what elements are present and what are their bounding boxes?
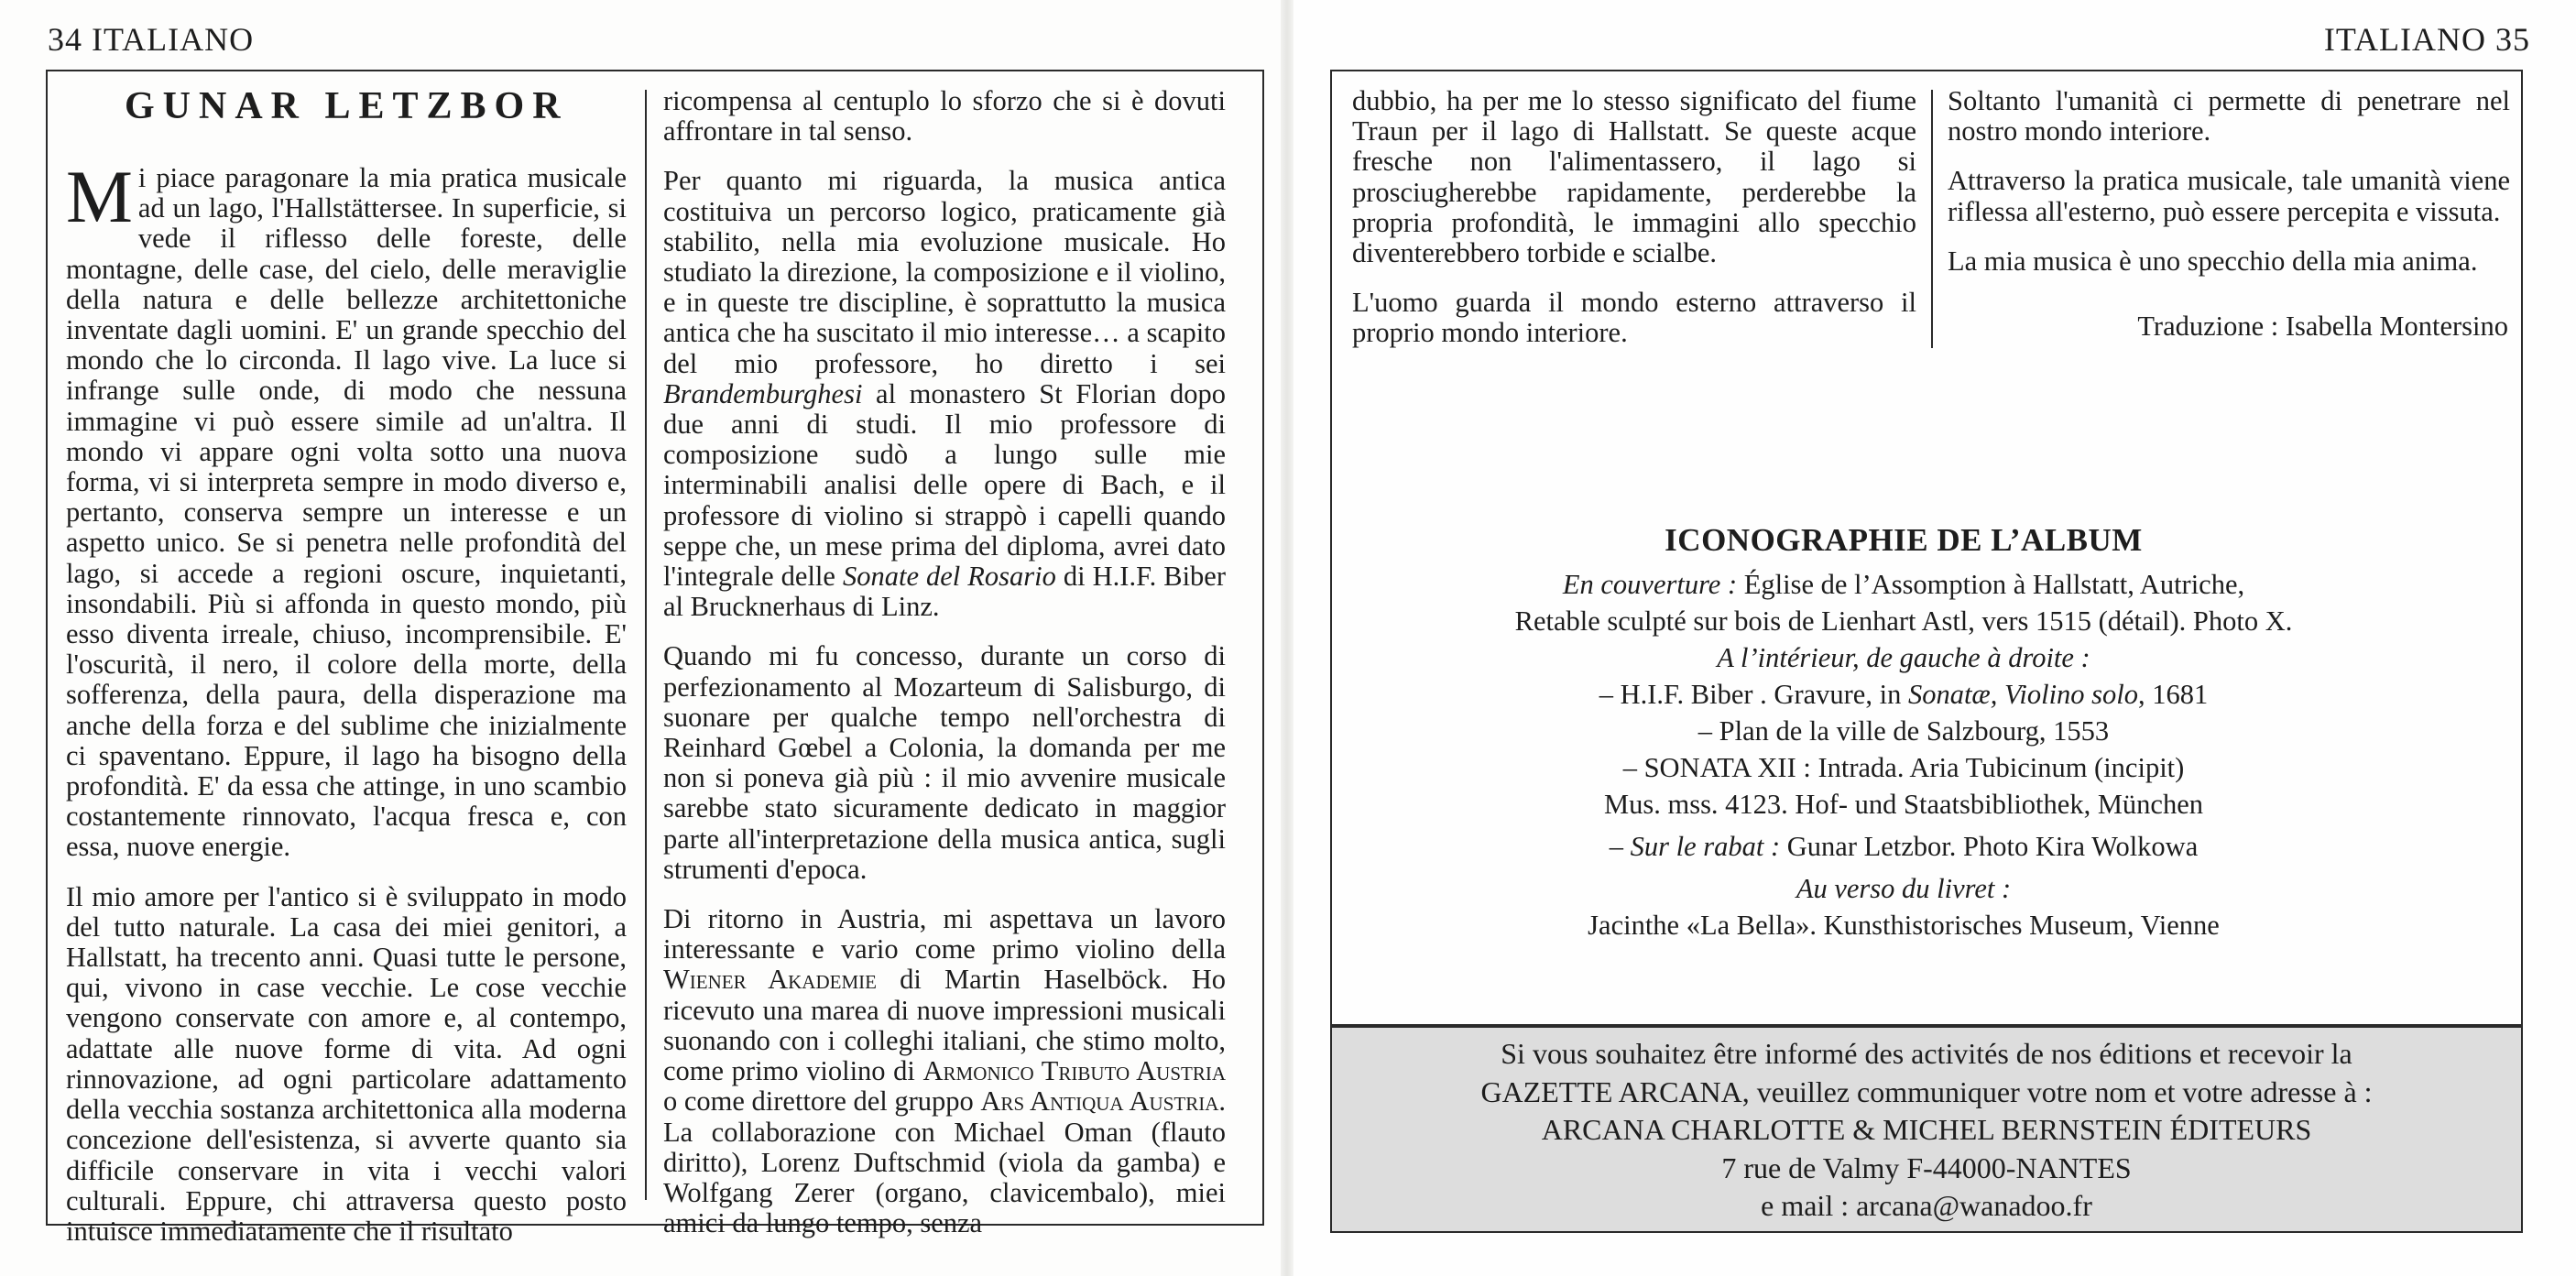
left-col2-paragraph-1: ricompensa al centuplo lo sforzo che si è dovuti affrontare in tal senso. — [663, 85, 1226, 147]
drop-cap: M — [66, 155, 133, 238]
left-col1-paragraph-1: Mi piace paragonare la mia pratica musicale ad un lago, l'Hallstättersee. In superficie, si vede il riflesso delle foreste, delle montagne, delle case, del cielo, delle meraviglie della natura e delle bellezze architettoniche inventate dagli uomini. E' un grande specchio del mondo che lo circonda. Il lago vive. La luce si infrange sulle onde, di modo che nessuna immagine vi può essere simile ad un'altra. Il mondo vi appare ogni volta sotto una nuova forma, vi si interpreta sempre in modo diverso e, pertanto, conserva sempre un interesse e un aspetto unico. Se si penetra nelle profondità del lago, si accede a regioni oscure, inquietanti, insondabili. Più si affonda in questo mondo, più esso diventa irreale, chiuso, incomprensibile. E' l'oscurità, il nero, il colore della morte, della sofferenza, della paura, della disperazione ma anche della forza e del sublime che inizialmente ci spaventano. Eppure, il lago ha bisogno della profondità. E' da essa che attinge, in uno scambio costantemente rinnovato, l'acqua fresca e, con essa, nuove energie. — [66, 155, 627, 863]
left-column-2 — [663, 86, 1226, 1238]
left-folio: 34 ITALIANO — [48, 21, 255, 58]
translation-credit: Traduzione : Isabella Montersino — [2137, 311, 2508, 342]
right-column-divider — [1931, 90, 1933, 348]
left-col2-paragraph-4: Di ritorno in Austria, mi aspettava un lavoro interessante e vario come primo violino della Wiener Akademie di Martin Haselböck. Ho ricevuto una marea di nuove impressioni musicali suonando con i colleghi italiani, che stimo molto, come primo violino di Armonico Tributo Austria o come direttore del gruppo Ars Antiqua Austria. La collaborazione con Michael Oman (flauto diritto), Lorenz Duftschmid (viola da gamba) e Wolfgang Zerer (organo, clavicembalo), miei amici da lungo tempo, senza — [663, 903, 1227, 1239]
publisher-email[interactable]: e mail : arcana@wanadoo.fr — [1761, 1189, 2092, 1222]
gazette-line-1: Si vous souhaitez être informé des activités de nos éditions et recevoir la — [1501, 1037, 2352, 1070]
right-col2-paragraph-3: La mia musica è uno specchio della mia anima. — [1948, 245, 2478, 277]
interior-label: A l’intérieur, de gauche à droite : — [1717, 642, 2090, 673]
verso-credit: Jacinthe «La Bella». Kunsthistorisches Museum, Vienne — [1588, 910, 2220, 941]
interior-item-3-source: Mus. mss. 4123. Hof- und Staatsbibliothek, München — [1603, 789, 2204, 820]
interior-item-2: – Plan de la ville de Salzbourg, 1553 — [1697, 715, 2110, 747]
cover-credit: En couverture : Église de l’Assomption à Hallstatt, Autriche, — [1562, 569, 2245, 600]
iconography-title: ICONOGRAPHIE DE L’ALBUM — [1665, 522, 2143, 558]
cover-credit-line2: Retable sculpté sur bois de Lienhart Astl, vers 1515 (détail). Photo X. — [1514, 605, 2293, 637]
right-col1-paragraph-1: dubbio, ha per me lo stesso significato del fiume Traun per il lago di Hallstatt. Se queste acque fresche non l'alimentassero, il lago si prosciugherebbe rapidamente, perderebbe la propria profondità, le immagini allo specchio diventerebbero torbide e scialbe. — [1352, 85, 1916, 269]
interior-item-3: – SONATA XII : Intrada. Aria Tubicinum (incipit) — [1622, 752, 2185, 783]
left-col1-paragraph-2: Il mio amore per l'antico si è sviluppato in modo del tutto naturale. La casa dei miei genitori, a Hallstatt, ha trecento anni. Quasi tutte le persone, qui, vivono in case vecchie. Le cose vecchie vengono conservate con amore e, al contempo, adattate alle nuove forme di vita. Ad ogni rinnovazione, ad ogni particolare adattamento della vecchia sostanza architettonica alla moderna concezione dell'esistenza, si avverte quanto sia difficile conservare in vita i vecchi valori culturali. Eppure, chi attraversa questo posto intuisce immediatamente che il risultato — [66, 880, 627, 1247]
publisher-name: ARCANA CHARLOTTE & MICHEL BERNSTEIN ÉDITEURS — [1541, 1113, 2312, 1146]
article-heading: GUNAR LETZBOR — [125, 85, 569, 127]
right-col2-paragraph-1: Soltanto l'umanità ci permette di penetrare nel nostro mondo interiore. — [1948, 85, 2510, 147]
interior-item-1: – H.I.F. Biber . Gravure, in Sonatæ, Violino solo, 1681 — [1599, 679, 2209, 710]
gazette-line-2: GAZETTE ARCANA, veuillez communiquer votre nom et votre adresse à : — [1480, 1074, 2373, 1108]
right-column-1 — [1352, 86, 1916, 349]
verso-label: Au verso du livret : — [1796, 873, 2012, 904]
right-col1-paragraph-2: L'uomo guarda il mondo esterno attraverso il proprio mondo interiore. — [1352, 287, 1916, 349]
left-col2-paragraph-3: Quando mi fu concesso, durante un corso di perfezionamento al Mozarteum di Salisburgo, di suonare per qualche tempo nell'orchestra di Reinhard Gœbel a Colonia, la domanda per me non si poneva già più : il mio avvenire musicale sarebbe stato sicuramente dedicato in maggior parte all'interpretazione della musica antica, sugli strumenti d'epoca. — [663, 640, 1226, 885]
right-folio: ITALIANO 35 — [2323, 21, 2530, 58]
flap-credit: – Sur le rabat : Gunar Letzbor. Photo Kira Wolkowa — [1609, 831, 2199, 862]
left-column-divider — [645, 90, 647, 1200]
right-col2-paragraph-2: Attraverso la pratica musicale, tale umanità viene riflessa all'esterno, può essere percepita e vissuta. — [1948, 165, 2510, 227]
iconography-block — [1286, 522, 2521, 943]
left-col2-paragraph-2: Per quanto mi riguarda, la musica antica costituiva un percorso logico, praticamente già stabilito, nella mia evoluzione musicale. Ho studiato la direzione, la composizione e il violino, e in queste tre discipline, è soprattutto la musica antica che ha suscitato il mio interesse… a scapito del mio professore, ho diretto i sei Brandemburghesi al monastero St Florian dopo due anni di studi. Il mio professore di composizione sudò a lungo sulle mie interminabili analisi delle opere di Bach, e il professore di violino si strappò i capelli quando seppe che, un mese prima del diploma, avrei dato l'integrale delle Sonate del Rosario di H.I.F. Biber al Brucknerhaus di Linz. — [663, 165, 1226, 623]
right-column-2 — [1948, 86, 2510, 277]
left-column-1 — [66, 155, 627, 1247]
gazette-box — [1330, 1026, 2523, 1233]
publisher-address: 7 rue de Valmy F-44000-NANTES — [1721, 1151, 2132, 1184]
